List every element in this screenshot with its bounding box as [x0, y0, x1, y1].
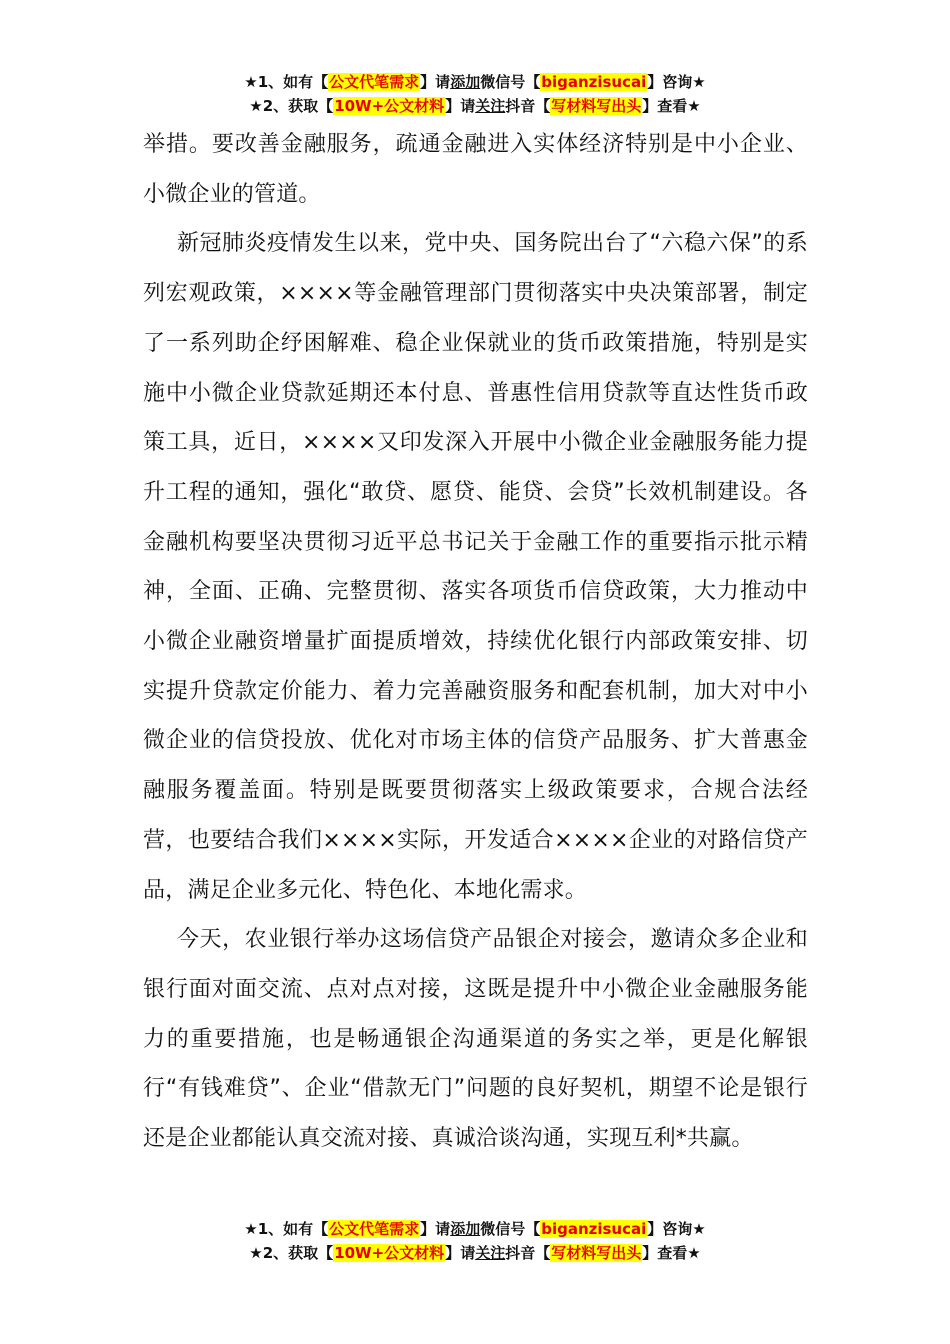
- banner-line-2: [0, 1241, 950, 1265]
- banner-line-1: [0, 70, 950, 94]
- banner-text: 】咨询★: [647, 73, 706, 91]
- banner-text: 】咨询★: [647, 1220, 706, 1238]
- banner-text: 】请: [445, 1244, 476, 1262]
- banner-text: 微信号【: [480, 73, 541, 91]
- banner-text: 】请: [420, 1220, 451, 1238]
- banner-highlight: 写材料写出头: [551, 1244, 642, 1262]
- banner-highlight: biganzisucai: [541, 1220, 647, 1238]
- banner-line-2: [0, 94, 950, 118]
- banner-underline: 关注: [475, 1244, 506, 1262]
- banner-text: 】请: [420, 73, 451, 91]
- banner-line-1: [0, 1217, 950, 1241]
- banner-underline: 关注: [475, 97, 506, 115]
- banner-text: 】查看★: [642, 1244, 701, 1262]
- banner-highlight: 10W+公文材料: [334, 97, 445, 115]
- banner-text: ★2、获取【: [249, 1244, 334, 1262]
- banner-text: ★1、如有【: [244, 73, 329, 91]
- document-body: [143, 120, 808, 1164]
- paragraph-2: 新冠肺炎疫情发生以来，党中央、国务院出台了“六稳六保”的系列宏观政策，××××等金融管理部门贯彻落实中央决策部署，制定了一系列助企纾困解难、稳企业保就业的货币政策措施，特别是实施中小微企业贷款延期还本付息、普惠性信用贷款等直达性货币政策工具，近日，××××又印发深入开展中小微企业金融服务能力提升工程的通知，强化“敢贷、愿贷、能贷、会贷”长效机制建设。各金融机构要坚决贯彻习近平总书记关于金融工作的重要指示批示精神，全面、正确、完整贯彻、落实各项货币信贷政策，大力推动中小微企业融资增量扩面提质增效，持续优化银行内部政策安排、切实提升贷款定价能力、着力完善融资服务和配套机制，加大对中小微企业的信贷投放、优化对市场主体的信贷产品服务、扩大普惠金融服务覆盖面。特别是既要贯彻落实上级政策要求，合规合法经营，也要结合我们××××实际，开发适合××××企业的对路信贷产品，满足企业多元化、特色化、本地化需求。: [143, 231, 808, 903]
- header-banner: [0, 70, 950, 118]
- banner-highlight: biganzisucai: [541, 73, 647, 91]
- banner-text: 】请: [445, 97, 476, 115]
- banner-highlight: 公文代笔需求: [329, 1220, 420, 1238]
- banner-text: ★1、如有【: [244, 1220, 329, 1238]
- banner-text: 微信号【: [480, 1220, 541, 1238]
- banner-highlight: 10W+公文材料: [334, 1244, 445, 1262]
- banner-text: 】查看★: [642, 97, 701, 115]
- banner-highlight: 写材料写出头: [551, 97, 642, 115]
- banner-text: 抖音【: [505, 97, 551, 115]
- banner-text: ★2、获取【: [249, 97, 334, 115]
- paragraph-3: 今天，农业银行举办这场信贷产品银企对接会，邀请众多企业和银行面对面交流、点对点对接，这既是提升中小微企业金融服务能力的重要措施，也是畅通银企沟通渠道的务实之举，更是化解银行“有钱难贷”、企业“借款无门”问题的良好契机，期望不论是银行还是企业都能认真交流对接、真诚洽谈沟通，实现互利*共赢。: [143, 927, 808, 1152]
- banner-text: 抖音【: [505, 1244, 551, 1262]
- paragraph-1: 举措。要改善金融服务，疏通金融进入实体经济特别是中小企业、小微企业的管道。: [143, 132, 808, 207]
- banner-underline: 添加: [450, 73, 481, 91]
- footer-banner: [0, 1217, 950, 1265]
- banner-highlight: 公文代笔需求: [329, 73, 420, 91]
- banner-underline: 添加: [450, 1220, 481, 1238]
